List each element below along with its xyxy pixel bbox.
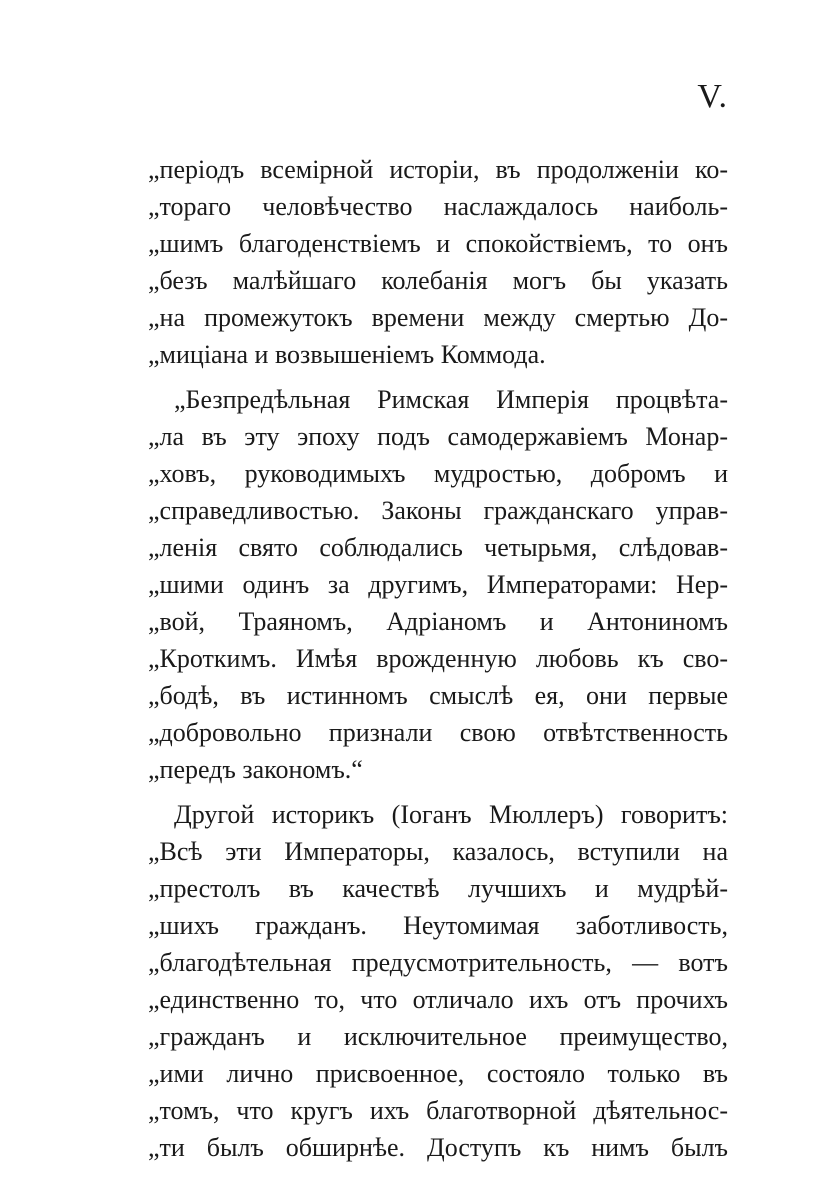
text-line: „томъ, что кругъ ихъ благотворной дѣятельнос-: [148, 1096, 728, 1125]
text-line: „ими лично присвоенное, состояло только въ: [148, 1059, 728, 1088]
text-line: „шимъ благоденствіемъ и спокойствіемъ, то онъ: [148, 229, 728, 258]
text-line: „безъ малѣйшаго колебанія могъ бы указать: [148, 266, 728, 295]
text-line: „благодѣтельная предусмотрительность, — вотъ: [148, 948, 728, 977]
text-line: „гражданъ и исключительное преимущество,: [148, 1022, 728, 1051]
text-line: „вой, Траяномъ, Адріаномъ и Антониномъ: [148, 607, 728, 636]
text-line: „Безпредѣльная Римская Имперія процвѣта-: [174, 385, 728, 414]
text-line: „на промежутокъ времени между смертью До-: [148, 303, 728, 332]
text-line: Другой историкъ (Іоганъ Мюллеръ) говоритъ:: [174, 800, 728, 829]
text-line: „ла въ эту эпоху подъ самодержавіемъ Монар-: [148, 422, 728, 451]
text-line: „ленія свято соблюдались четырьмя, слѣдовав-: [148, 533, 728, 562]
text-line: „Всѣ эти Императоры, казалось, вступили на: [148, 837, 728, 866]
paragraph-2: [148, 381, 728, 788]
page-number: V.: [697, 78, 728, 115]
text-line: „Кроткимъ. Имѣя врожденную любовь къ сво-: [148, 644, 728, 673]
text-line: „бодѣ, въ истинномъ смыслѣ ея, они первые: [148, 681, 728, 710]
text-line: „періодъ всемірной исторіи, въ продолженіи ко-: [148, 155, 728, 184]
text-line: „престолъ въ качествѣ лучшихъ и мудрѣй-: [148, 874, 728, 903]
text-line: „тораго человѣчество наслаждалось наиболь-: [148, 192, 728, 221]
text-line: „передъ закономъ.“: [148, 755, 363, 784]
paragraph-gap: [148, 373, 728, 381]
text-line: „миціана и возвышеніемъ Коммода.: [148, 340, 546, 369]
body-text: [148, 151, 728, 1166]
paragraph-3: [148, 796, 728, 1166]
text-line: „ховъ, руководимыхъ мудростью, добромъ и: [148, 459, 728, 488]
text-line: „единственно то, что отличало ихъ отъ прочихъ: [148, 985, 728, 1014]
paragraph-1: [148, 151, 728, 373]
paragraph-gap: [148, 788, 728, 796]
text-line: „ти былъ обширнѣе. Доступъ къ нимъ былъ: [148, 1133, 728, 1162]
text-line: „шихъ гражданъ. Неутомимая заботливость,: [148, 911, 728, 940]
text-line: „шими одинъ за другимъ, Императорами: Нер-: [148, 570, 728, 599]
text-line: „добровольно признали свою отвѣтственность: [148, 718, 728, 747]
text-line: „справедливостью. Законы гражданскаго управ-: [148, 496, 728, 525]
